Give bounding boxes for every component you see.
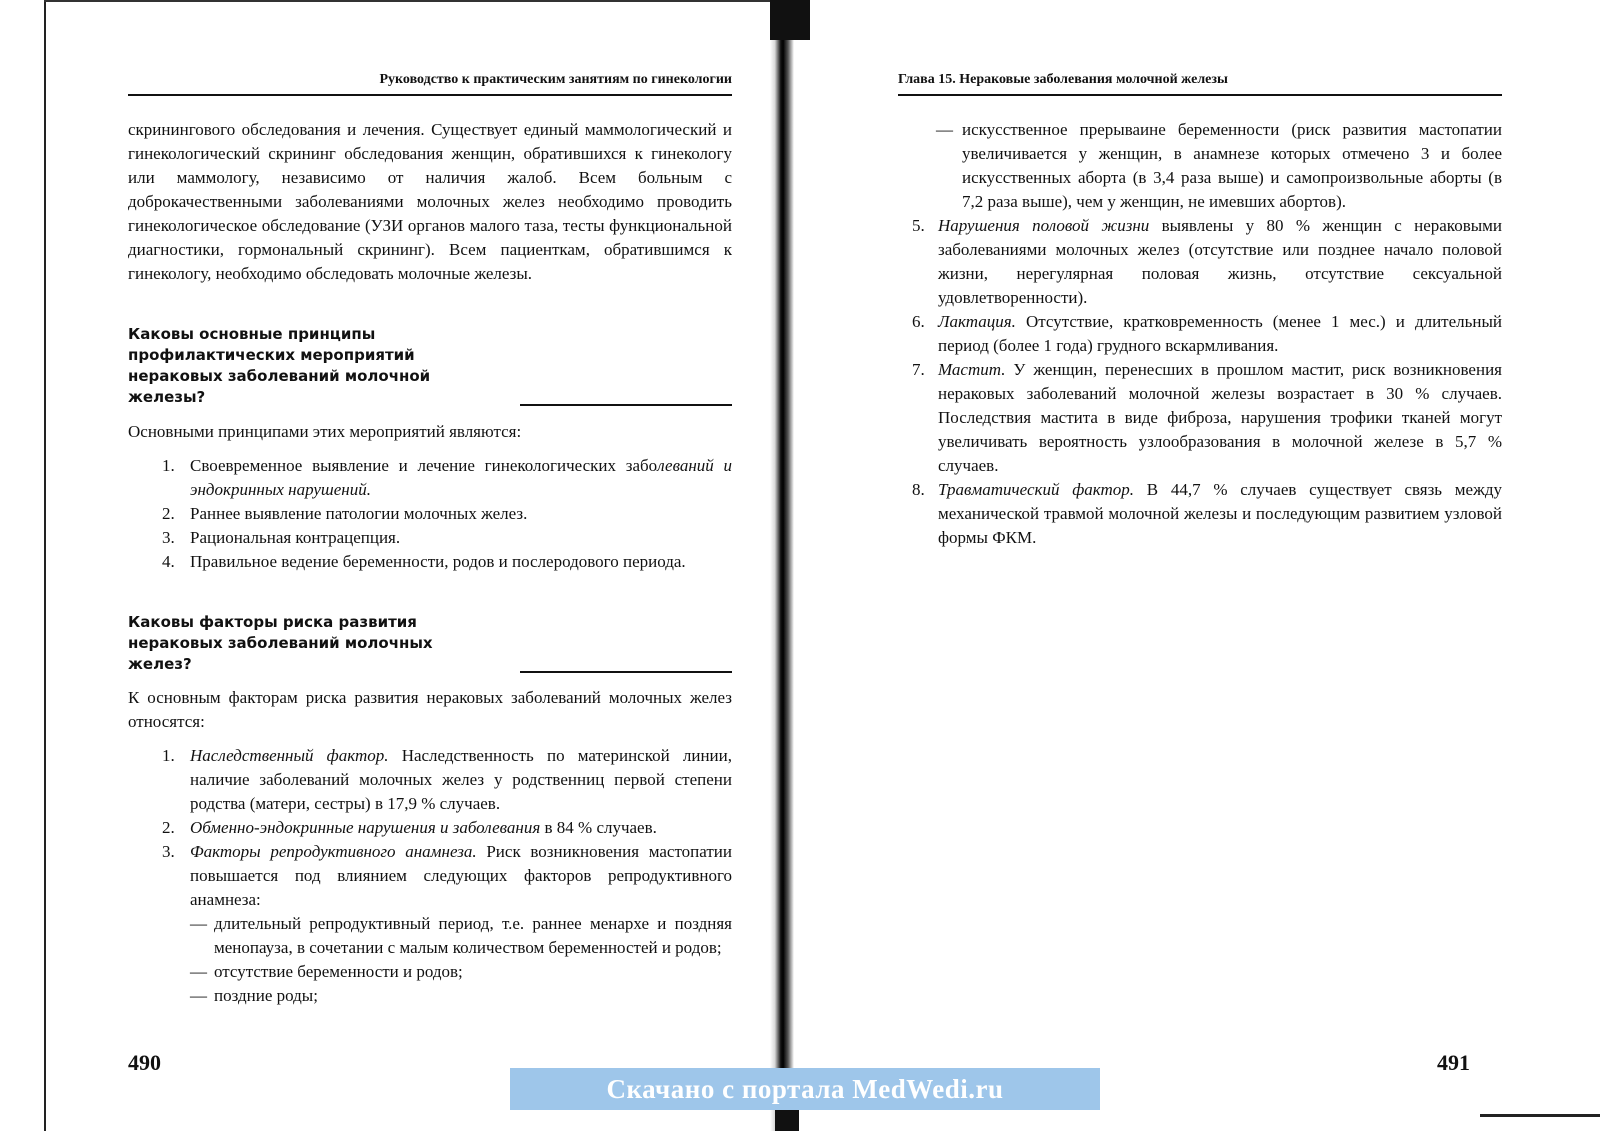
page-number-left: 490 xyxy=(128,1050,161,1075)
list-item: 1. Своевременное выявление и лечение гинекологических заболеваний и эндокринных нарушений. xyxy=(162,456,733,499)
risk-factors-list xyxy=(128,744,732,912)
principles-list xyxy=(128,454,732,574)
watermark-banner xyxy=(510,1068,1100,1110)
section-heading-principles xyxy=(128,324,732,408)
list-item: 3. Рациональная контрацепция. xyxy=(162,528,401,547)
principles-lead: Основными принципами этих мероприятий являются: xyxy=(128,422,522,441)
right-page xyxy=(898,0,1502,1131)
list-item: 4. Правильное ведение беременности, родов и послеродового периода. xyxy=(162,552,686,571)
page-number-right: 491 xyxy=(1437,1050,1470,1075)
list-item: 7. Мастит. У женщин, перенесших в прошлом мастит, риск возникновения нераковых заболеваний молочной железы возрастает в 30 % случаев. Последствия мастита в виде фиброза, нарушения трофики тканей могут увеличивать вероятность узлообразования в молочной железе в 5,7 % случаев. xyxy=(912,360,1502,475)
principles-section xyxy=(128,420,732,574)
book-binding xyxy=(770,0,794,1131)
right-page-body xyxy=(898,118,1502,550)
scan-edge-left xyxy=(44,0,46,1131)
heading-principles-text: Каковы основные принципы профилактических мероприятий нераковых заболеваний молочной железы? xyxy=(128,325,431,406)
heading-rule xyxy=(520,404,732,406)
book-binding-top xyxy=(770,0,810,40)
heading-risk-factors-text: Каковы факторы риска развития нераковых заболеваний молочных желез? xyxy=(128,613,433,673)
heading-rule xyxy=(520,671,732,673)
dash-item: — искусственное прерываине беременности (риск развития мастопатии увеличивается у женщин, в анамнезе которых отмечено 3 и более искусственных аборта (в 3,4 раза выше) и самопроизвольные аборты (в 7,2 раза выше), чем у женщин, не имевших абортов). xyxy=(936,120,1502,211)
risk-factors-lead: К основным факторам риска развития нераковых заболеваний молочных желез относятся: xyxy=(128,688,732,731)
list-item: 8. Травматический фактор. В 44,7 % случаев существует связь между механической травмой молочной железы и последующим развитием узловой формы ФКМ. xyxy=(912,480,1502,547)
list-item: 2. Раннее выявление патологии молочных желез. xyxy=(162,504,528,523)
intro-paragraph: скринингового обследования и лечения. Существует единый маммологический и гинекологический скрининг обследования женщин, обратившихся к гинекологу или маммологу, независимо от наличия жалоб. Всем больным с доброкачественными заболеваниями молочных желез необходимо проводить гинекологическое обследование (УЗИ органов малого таза, тесты функциональной диагностики, гормональный скрининг). Всем пациенткам, обратившимся к гинекологу, необходимо обследовать молочные железы. xyxy=(128,120,732,283)
risk-factors-section xyxy=(128,686,732,1008)
list-item: 1. Наследственный фактор. Наследственность по материнской линии, наличие заболеваний молочных желез у родственниц первой степени родства (матери, сестры) в 17,9 % случаев. xyxy=(162,746,732,813)
dash-item: — длительный репродуктивный период, т.е. раннее менархе и поздняя менопауза, в сочетании с малым количеством беременностей и родов; xyxy=(190,914,732,957)
dash-item: — поздние роды; xyxy=(190,986,318,1005)
list-item: 3. Факторы репродуктивного анамнеза. Риск возникновения мастопатии повышается под влиянием следующих факторов репродуктивного анамнеза: xyxy=(162,842,732,909)
watermark-text: Скачано с портала MedWedi.ru xyxy=(606,1073,1004,1104)
list-item: 6. Лактация. Отсутствие, кратковременность (менее 1 мес.) и длительный период (более 1 года) грудного вскармливания. xyxy=(912,312,1502,355)
section-heading-risk-factors xyxy=(128,612,732,675)
risk-factors-list-continued xyxy=(898,214,1502,550)
list-item: 2. Обменно-эндокринные нарушения и заболевания в 84 % случаев. xyxy=(162,818,657,837)
list-item: 5. Нарушения половой жизни выявлены у 80 % женщин с нераковыми заболеваниями молочных желез (отсутствие или позднее начало половой жизни, нерегулярная половая жизнь, отсутствие сексуальной удовлетворенности). xyxy=(912,216,1502,307)
dash-item: — отсутствие беременности и родов; xyxy=(190,962,463,981)
left-page xyxy=(128,0,732,1131)
running-head-right: Глава 15. Нераковые заболевания молочной железы xyxy=(898,72,1502,96)
running-head-left: Руководство к практическим занятиям по гинекологии xyxy=(128,72,732,96)
